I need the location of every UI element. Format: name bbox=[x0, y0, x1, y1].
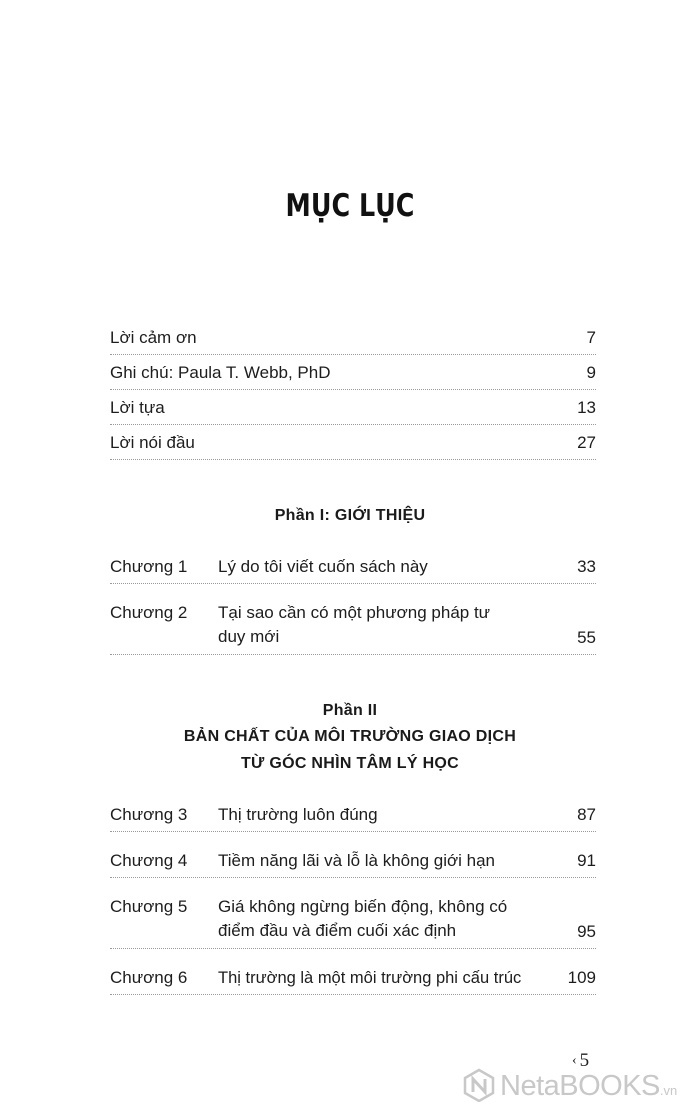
toc-entry-label: Lời cảm ơn bbox=[110, 328, 197, 347]
toc-entry-page: 27 bbox=[577, 433, 596, 452]
chapter-title: Thị trường là một môi trường phi cấu trúc bbox=[218, 969, 522, 987]
page-title: MỤC LỤC bbox=[285, 188, 415, 224]
chapter-title: Lý do tôi viết cuốn sách này bbox=[218, 557, 428, 576]
part-heading-title: BẢN CHẤT CỦA MÔI TRƯỜNG GIAO DỊCH bbox=[183, 728, 517, 745]
toc-entry-page: 95 bbox=[577, 922, 596, 941]
chapter-number: Chương 6 bbox=[110, 968, 188, 987]
toc-entry-page: 109 bbox=[567, 968, 596, 987]
chapter-number: Chương 1 bbox=[110, 557, 188, 576]
toc-chapter-3[interactable] bbox=[110, 803, 596, 832]
toc-entry-note[interactable] bbox=[110, 361, 596, 390]
toc-entry-page: 13 bbox=[577, 398, 596, 417]
toc-entry-page: 7 bbox=[586, 328, 596, 347]
toc-entry-page: 33 bbox=[577, 557, 596, 576]
part-heading-subtitle: TỪ GÓC NHÌN TÂM LÝ HỌC bbox=[240, 755, 460, 772]
chapter-title-line: duy mới bbox=[218, 627, 280, 646]
toc-entry-foreword[interactable] bbox=[110, 396, 596, 425]
toc-chapter-6[interactable] bbox=[110, 966, 596, 995]
chapter-title-line: điểm đầu và điểm cuối xác định bbox=[218, 921, 457, 940]
chapter-title-line: Giá không ngừng biến động, không có bbox=[218, 897, 508, 916]
toc-chapter-1[interactable] bbox=[110, 555, 596, 584]
chapter-number: Chương 2 bbox=[110, 603, 188, 622]
toc-chapter-2[interactable] bbox=[110, 601, 596, 655]
part-heading-number: Phần II bbox=[322, 702, 378, 719]
watermark-text bbox=[500, 1068, 677, 1109]
page-number-value: 5 bbox=[579, 1050, 590, 1071]
toc-entry-page: 87 bbox=[577, 805, 596, 824]
part-heading: Phần I: GIỚI THIỆU bbox=[274, 507, 426, 524]
chapter-number: Chương 4 bbox=[110, 851, 188, 870]
chapter-number: Chương 3 bbox=[110, 805, 188, 824]
watermark bbox=[462, 1068, 698, 1104]
toc-entry-page: 55 bbox=[577, 628, 596, 647]
toc-chapter-4[interactable] bbox=[110, 849, 596, 878]
chapter-title bbox=[218, 895, 558, 943]
toc-entry-label: Lời tựa bbox=[110, 398, 165, 417]
chapter-title: Tiềm năng lãi và lỗ là không giới hạn bbox=[218, 851, 496, 870]
chapter-title-line: Tại sao cần có một phương pháp tư bbox=[218, 603, 491, 622]
chapter-title: Thị trường luôn đúng bbox=[218, 805, 378, 824]
neta-logo-icon bbox=[462, 1068, 496, 1102]
toc-entry-acknowledgments[interactable] bbox=[110, 326, 596, 355]
toc-entry-label: Lời nói đầu bbox=[110, 433, 195, 452]
toc-entry-page: 91 bbox=[577, 851, 596, 870]
toc-entry-preface[interactable] bbox=[110, 431, 596, 460]
chapter-title bbox=[218, 601, 518, 649]
watermark-brand: NetaBOOKS bbox=[500, 1070, 660, 1102]
chevron-left-icon: ‹ bbox=[572, 1053, 577, 1068]
toc-entry-label: Ghi chú: Paula T. Webb, PhD bbox=[110, 363, 331, 382]
toc-chapter-5[interactable] bbox=[110, 895, 596, 949]
toc-entry-page: 9 bbox=[586, 363, 596, 382]
chapter-number: Chương 5 bbox=[110, 897, 188, 916]
watermark-suffix: .vn bbox=[659, 1083, 678, 1098]
